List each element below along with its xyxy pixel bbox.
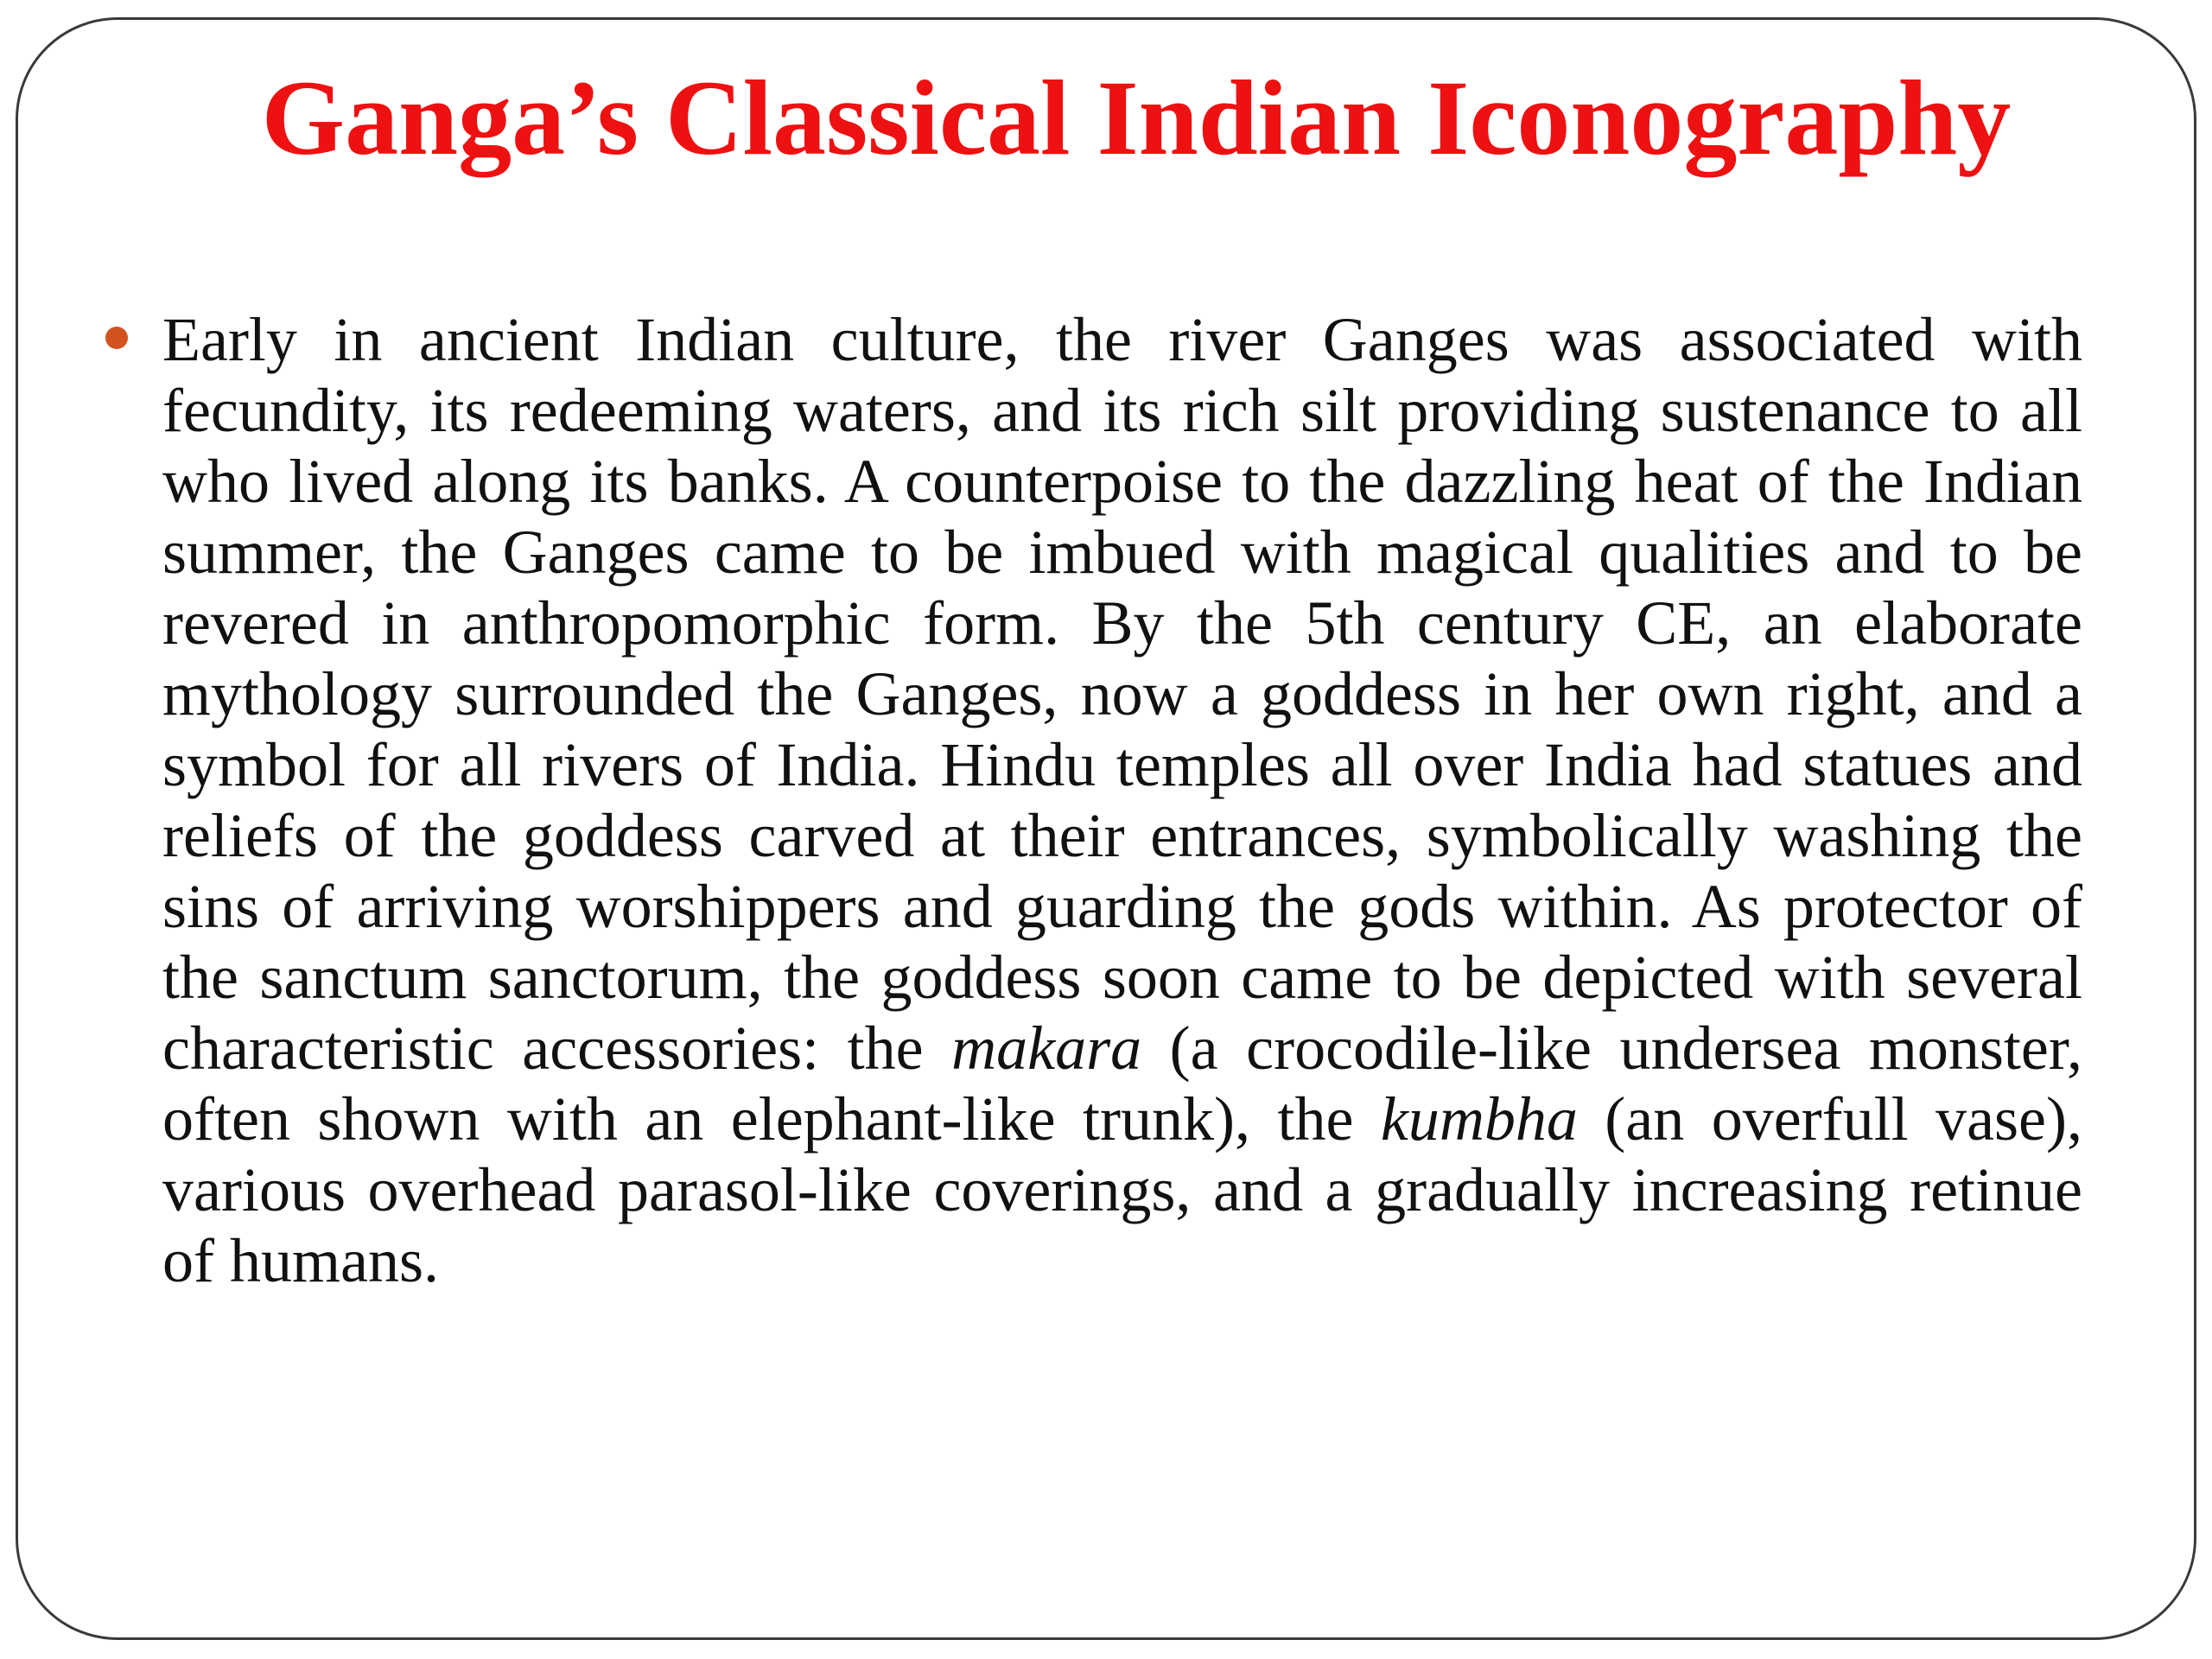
slide-title: Ganga’s Classical Indian Iconography — [261, 59, 2012, 177]
bullet-marker-icon — [105, 327, 128, 349]
bullet-text — [162, 304, 2082, 1296]
term-kumbha: kumbha — [1380, 1084, 1578, 1154]
bullet-text-part-3: (an overfull vase), various overhead parasol-like coverings, and a gradually increasing retinue of humans. — [162, 1084, 2082, 1295]
term-makara: makara — [951, 1014, 1142, 1083]
bullet-text-part-1: Early in ancient Indian culture, the river Ganges was associated with fecundity, its redeeming waters, and its rich silt providing sustenance to all who lived along its banks. A counterpoise to the dazzling heat of the Indian summer, the Ganges came to be imbued with magical qualities and to be revered in anthropomorphic form. By the 5th century CE, an elaborate mythology surrounded the Ganges, now a goddess in her own right, and a symbol for all rivers of India. Hindu temples all over India had statues and reliefs of the goddess carved at their entrances, symbolically washing the sins of arriving worshippers and guarding the gods within. As protector of the sanctum sanctorum, the goddess soon came to be depicted with several characteristic accessories: the — [162, 305, 2082, 1083]
bullet-text-part-2: (a crocodile-like undersea monster, often shown with an elephant-like trunk), the — [162, 1014, 2082, 1154]
